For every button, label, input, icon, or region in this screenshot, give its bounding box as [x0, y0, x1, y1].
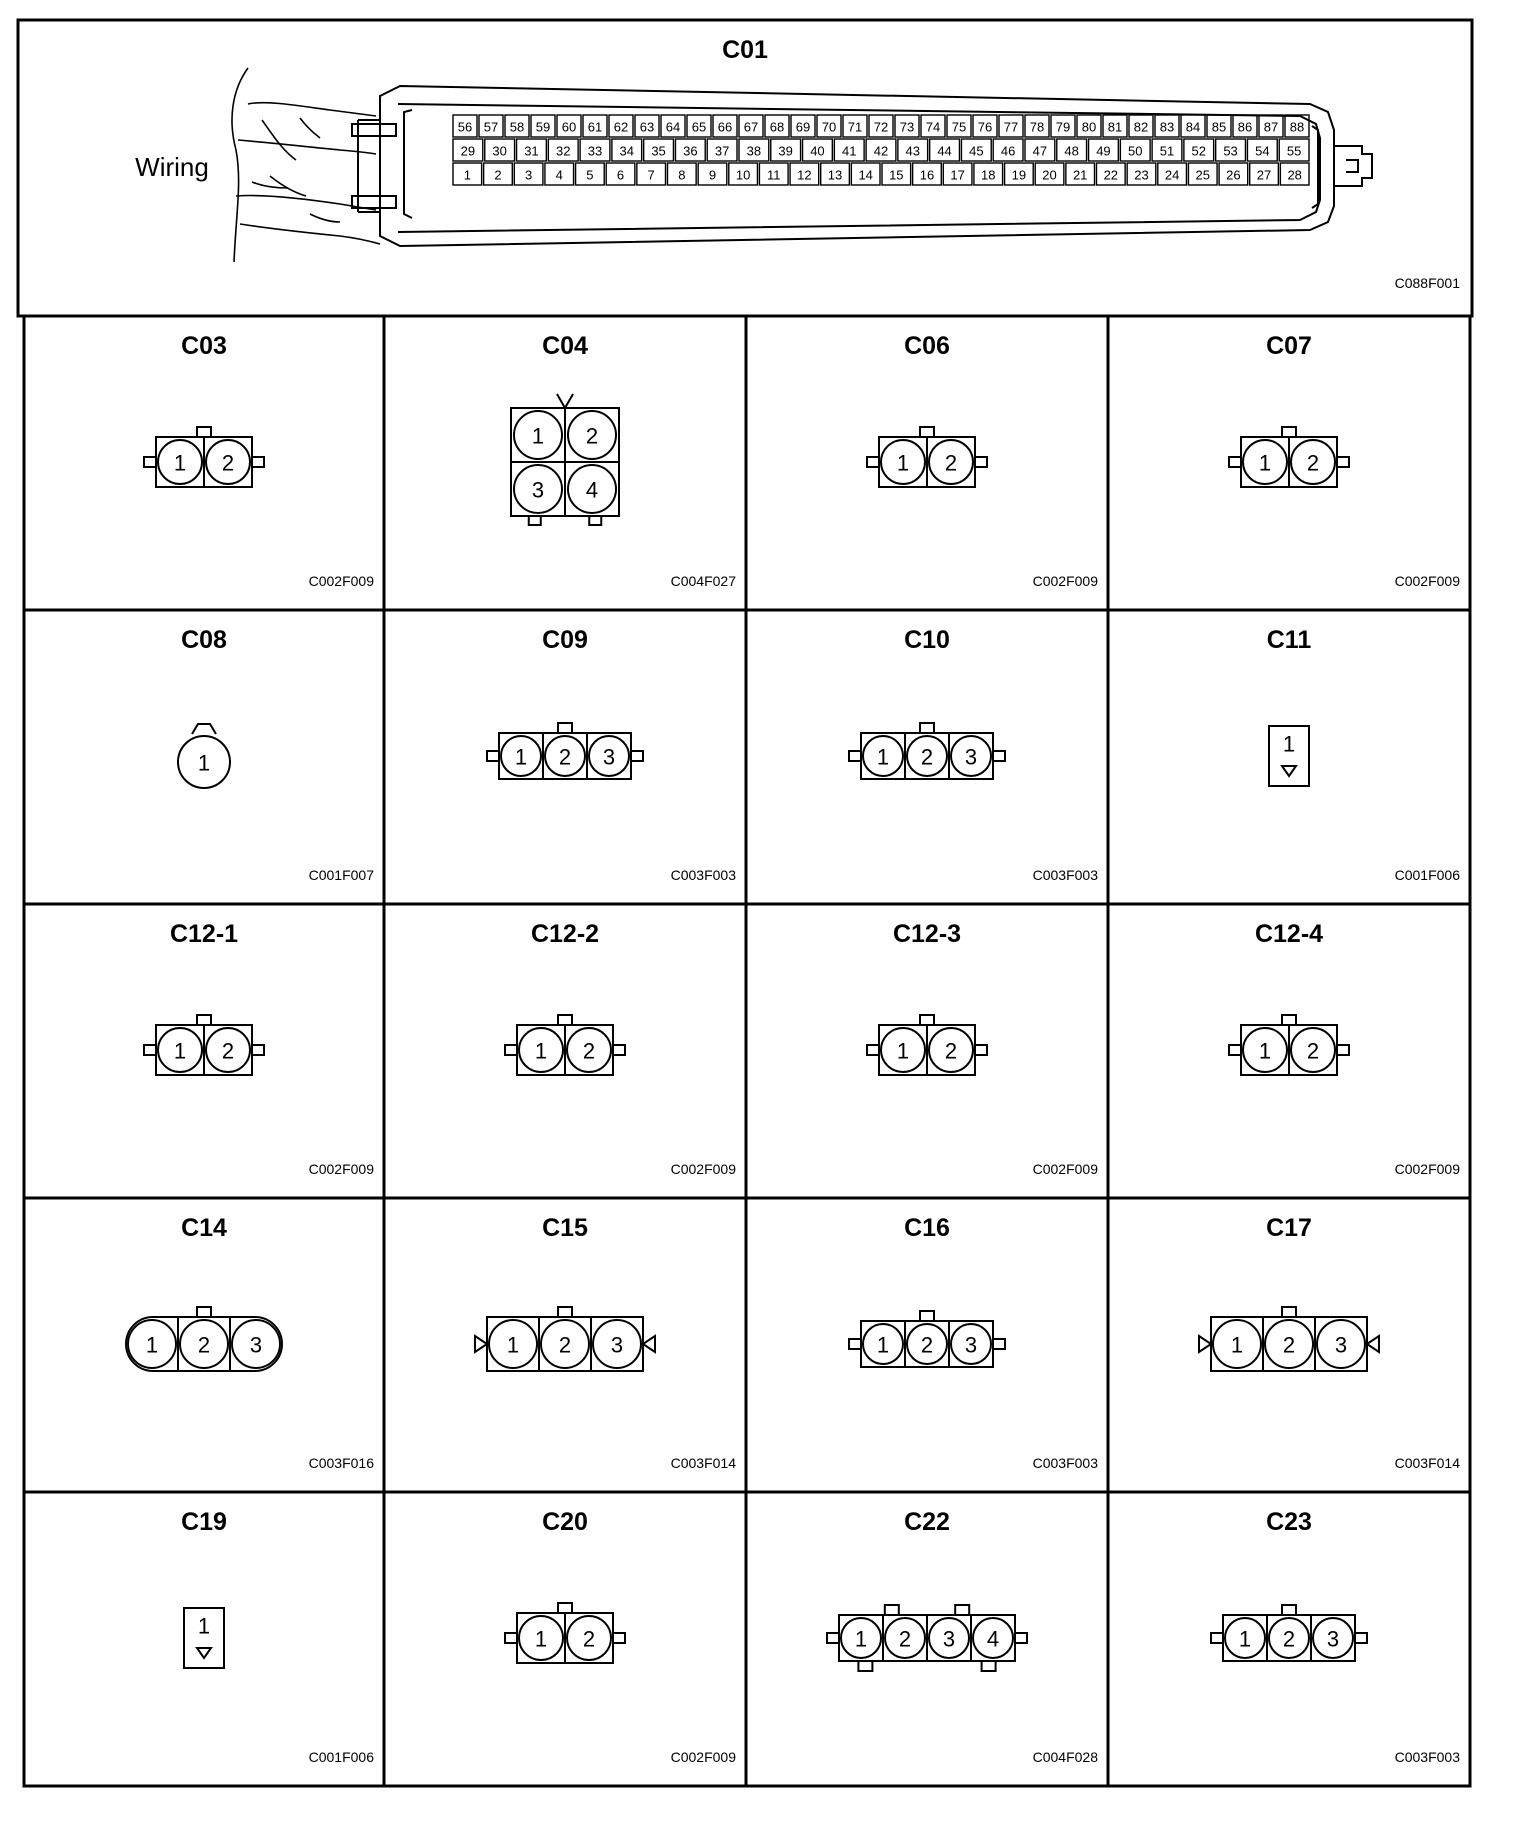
c01-pin-number: 50	[1127, 143, 1143, 159]
c01-pin-number: 45	[969, 143, 984, 159]
connector-title: C10	[904, 626, 950, 654]
pin-number: 2	[1306, 1038, 1320, 1064]
figure-code: C002F009	[1032, 573, 1098, 589]
pin-number: 2	[898, 1626, 912, 1652]
figure-code: C001F006	[1394, 867, 1460, 883]
figure-code: C001F006	[308, 1749, 374, 1765]
figure-code: C002F009	[1394, 573, 1460, 589]
figure-code: C003F014	[1394, 1455, 1460, 1471]
connector-title: C03	[181, 332, 227, 360]
locking-tab	[858, 1661, 872, 1671]
connector-c14	[126, 1214, 374, 1471]
locking-tab	[993, 751, 1005, 761]
pin-number: 2	[920, 744, 934, 770]
locking-tab	[558, 1015, 572, 1025]
pin-number: 1	[876, 1332, 890, 1358]
connector-title: C06	[904, 332, 950, 360]
pin-number: 1	[896, 1038, 910, 1064]
c01-pin-number: 54	[1255, 143, 1270, 159]
locking-tab	[1229, 457, 1241, 467]
locking-tab	[849, 1339, 861, 1349]
c01-pin-number: 80	[1081, 119, 1097, 135]
connector-cells	[126, 332, 1460, 1765]
connector-title: C08	[181, 626, 227, 654]
c01-pin-number: 64	[665, 119, 681, 135]
figure-code: C003F003	[1032, 1455, 1098, 1471]
c01-pin-number: 26	[1226, 167, 1241, 183]
c01-pin-number: 17	[950, 167, 965, 183]
connector-title: C12-4	[1254, 920, 1324, 948]
pin-number: 1	[145, 1332, 159, 1358]
pin-number: 2	[582, 1626, 596, 1652]
locking-tab	[558, 723, 572, 733]
locking-tab	[827, 1633, 839, 1643]
locking-tab	[197, 1015, 211, 1025]
figure-code: C002F009	[308, 573, 374, 589]
pin-number: 1	[173, 1038, 187, 1064]
pin-number: 2	[558, 744, 572, 770]
pin-number: 3	[1334, 1332, 1348, 1358]
c01-pin-number: 34	[619, 143, 635, 159]
locking-tab	[487, 751, 499, 761]
locking-tab	[993, 1339, 1005, 1349]
wiring-label: Wiring	[135, 152, 209, 182]
pin-number: 1	[534, 1038, 548, 1064]
locking-tab	[144, 457, 156, 467]
c01-pin-number: 10	[735, 167, 751, 183]
locking-tab	[1337, 1045, 1349, 1055]
polarity-key	[1367, 1336, 1379, 1352]
connector-c10	[849, 626, 1098, 883]
connector-c12-4	[1229, 920, 1460, 1177]
connector-c11	[1267, 626, 1460, 883]
locking-tab	[1355, 1633, 1367, 1643]
c01-pin-number: 60	[561, 119, 577, 135]
pin-number: 1	[506, 1332, 520, 1358]
figure-code: C003F016	[308, 1455, 374, 1471]
c01-pin-number: 74	[925, 119, 941, 135]
c01-pin-number: 55	[1286, 143, 1302, 159]
c01-pin-number: 46	[1000, 143, 1016, 159]
locking-tab	[197, 427, 211, 437]
pin-number: 3	[1326, 1626, 1340, 1652]
pin-number: 1	[173, 450, 187, 476]
connector-c07	[1229, 332, 1460, 589]
figure-code: C002F009	[1032, 1161, 1098, 1177]
pin-number: 1	[1258, 1038, 1272, 1064]
c01-pin-number: 53	[1223, 143, 1238, 159]
figure-code: C004F027	[670, 573, 736, 589]
c01-pin-number: 49	[1096, 143, 1111, 159]
connector-title: C22	[904, 1508, 950, 1536]
c01-pin-number: 86	[1237, 119, 1253, 135]
c01-pin-number: 57	[483, 119, 499, 135]
c01-pin-number: 61	[587, 119, 603, 135]
pin-number: 3	[610, 1332, 624, 1358]
c01-pin-number: 14	[858, 167, 873, 183]
pin-number: 2	[221, 450, 235, 476]
c01-pin-grid	[453, 115, 1309, 185]
c01-pin-number: 24	[1164, 167, 1180, 183]
locking-tab	[529, 516, 541, 525]
c01-pin-number: 58	[509, 119, 525, 135]
pin-number: 1	[1230, 1332, 1244, 1358]
c01-pin-number: 59	[535, 119, 551, 135]
c01-pin-number: 51	[1159, 143, 1175, 159]
pin-number: 1	[1282, 731, 1296, 757]
connector-c12-2	[505, 920, 736, 1177]
polarity-key	[1282, 766, 1296, 776]
pin-number: 3	[964, 1332, 978, 1358]
polarity-key	[197, 1648, 211, 1658]
c01-pin-number: 7	[647, 167, 655, 183]
c01-pin-number: 27	[1256, 167, 1272, 183]
figure-code: C002F009	[308, 1161, 374, 1177]
c01-pin-number: 63	[639, 119, 655, 135]
polarity-key	[1199, 1336, 1211, 1352]
c01-pin-number: 3	[524, 167, 533, 183]
c01-pin-number: 65	[691, 119, 707, 135]
figure-code: C001F007	[308, 867, 374, 883]
connector-title: C07	[1266, 332, 1312, 360]
pin-number: 2	[585, 423, 599, 449]
pin-number: 2	[1306, 450, 1320, 476]
pin-number: 2	[221, 1038, 235, 1064]
c01-title: C01	[722, 36, 768, 64]
locking-tab	[505, 1045, 517, 1055]
c01-pin-number: 71	[847, 119, 863, 135]
connector-title: C17	[1266, 1214, 1312, 1242]
pin-number: 1	[876, 744, 890, 770]
c01-pin-number: 20	[1042, 167, 1057, 183]
c01-pin-number: 28	[1287, 167, 1302, 183]
c01-pin-number: 52	[1191, 143, 1207, 159]
c01-pin-number: 88	[1289, 119, 1305, 135]
pin-number: 3	[602, 744, 616, 770]
connector-c03	[144, 332, 374, 589]
connector-title: C12-1	[169, 920, 239, 948]
connector-title: C16	[904, 1214, 950, 1242]
locking-tab	[505, 1633, 517, 1643]
pin-number: 1	[531, 423, 545, 449]
pin-number: 1	[1238, 1626, 1252, 1652]
locking-tab	[885, 1605, 899, 1615]
locking-tab	[1229, 1045, 1241, 1055]
pin-number: 3	[964, 744, 978, 770]
c01-pin-number: 68	[769, 119, 785, 135]
figure-code: C003F014	[670, 1455, 736, 1471]
polarity-key	[557, 394, 573, 408]
locking-tab	[920, 1311, 934, 1321]
locking-tab	[920, 427, 934, 437]
locking-tab	[955, 1605, 969, 1615]
locking-tab	[1337, 457, 1349, 467]
locking-tab	[975, 1045, 987, 1055]
locking-tab	[920, 1015, 934, 1025]
c01-pin-number: 79	[1055, 119, 1071, 135]
c01-pin-number: 23	[1134, 167, 1149, 183]
c01-pin-number: 77	[1003, 119, 1019, 135]
c01-pin-number: 39	[778, 143, 793, 159]
c01-pin-number: 44	[937, 143, 952, 159]
c01-pin-number: 35	[651, 143, 666, 159]
locking-tab	[252, 1045, 264, 1055]
locking-tab	[982, 1661, 996, 1671]
c01-pin-number: 83	[1159, 119, 1175, 135]
pin-number: 3	[942, 1626, 956, 1652]
pin-number: 1	[854, 1626, 868, 1652]
pin-number: 1	[534, 1626, 548, 1652]
connector-c23	[1211, 1508, 1460, 1765]
pin-number: 1	[197, 750, 211, 776]
c01-pin-number: 82	[1133, 119, 1149, 135]
c01-pin-number: 6	[616, 167, 625, 183]
connector-c19	[181, 1508, 374, 1765]
pin-number: 3	[249, 1332, 263, 1358]
connector-title: C23	[1266, 1508, 1312, 1536]
c01-pin-number: 16	[919, 167, 935, 183]
c01-panel	[18, 20, 1472, 316]
c01-pin-number: 67	[743, 119, 759, 135]
c01-pin-number: 12	[797, 167, 812, 183]
c01-pin-number: 87	[1263, 119, 1279, 135]
connector-title: C20	[542, 1508, 588, 1536]
pin-number: 2	[920, 1332, 934, 1358]
locking-tab	[867, 1045, 879, 1055]
pin-number: 3	[531, 477, 545, 503]
locking-tab	[1282, 427, 1296, 437]
c01-pin-number: 70	[821, 119, 837, 135]
c01-pin-number: 29	[460, 143, 476, 159]
c01-pin-number: 48	[1064, 143, 1079, 159]
connector-c06	[867, 332, 1098, 589]
polarity-key	[643, 1336, 655, 1352]
connector-title: C11	[1266, 626, 1312, 654]
connector-title: C15	[542, 1214, 588, 1242]
c01-pin-number: 21	[1072, 167, 1088, 183]
pin-number: 1	[514, 744, 528, 770]
pin-number: 2	[944, 450, 958, 476]
c01-pin-number: 62	[613, 119, 629, 135]
connector-title: C12-3	[892, 920, 962, 948]
pin-number: 2	[1282, 1626, 1296, 1652]
pin-number: 2	[558, 1332, 572, 1358]
connector-c22	[827, 1508, 1098, 1765]
locking-tab	[613, 1045, 625, 1055]
c01-code: C088F001	[1394, 275, 1460, 291]
locking-tab	[849, 751, 861, 761]
locking-tab	[558, 1307, 572, 1317]
figure-code: C003F003	[1394, 1749, 1460, 1765]
pin-number: 2	[944, 1038, 958, 1064]
c01-pin-number: 15	[889, 167, 904, 183]
locking-tab	[1211, 1633, 1223, 1643]
c01-pin-number: 4	[555, 167, 563, 183]
c01-pin-number: 75	[951, 119, 967, 135]
connector-title: C14	[181, 1214, 227, 1242]
c01-pin-number: 13	[827, 167, 843, 183]
c01-pin-number: 31	[524, 143, 539, 159]
c01-pin-number: 8	[678, 167, 686, 183]
c01-pin-number: 72	[873, 119, 889, 135]
c01-pin-number: 30	[492, 143, 507, 159]
pin-number: 1	[896, 450, 910, 476]
c01-pin-number: 33	[587, 143, 603, 159]
c01-pin-number: 66	[717, 119, 733, 135]
connector-c12-1	[144, 920, 374, 1177]
pin-number: 4	[585, 477, 599, 503]
c01-pin-number: 40	[810, 143, 825, 159]
c01-pin-number: 85	[1211, 119, 1227, 135]
c01-pin-number: 43	[905, 143, 921, 159]
pin-number: 4	[986, 1626, 1000, 1652]
figure-code: C004F028	[1032, 1749, 1098, 1765]
locking-tab	[252, 457, 264, 467]
locking-tab	[867, 457, 879, 467]
connector-c17	[1199, 1214, 1460, 1471]
connector-c08	[178, 626, 374, 883]
c01-pin-number: 38	[746, 143, 762, 159]
connector-c12-3	[867, 920, 1098, 1177]
c01-pin-number: 84	[1185, 119, 1201, 135]
locking-tab	[920, 723, 934, 733]
locking-tab	[558, 1603, 572, 1613]
locking-tab	[613, 1633, 625, 1643]
c01-pin-number: 81	[1107, 119, 1123, 135]
c01-pin-number: 73	[899, 119, 915, 135]
c01-pin-number: 78	[1029, 119, 1045, 135]
pin-number: 2	[197, 1332, 211, 1358]
figure-code: C003F003	[670, 867, 736, 883]
pin-number: 2	[1282, 1332, 1296, 1358]
c01-pin-number: 25	[1195, 167, 1210, 183]
c01-pin-number: 9	[708, 167, 717, 183]
figure-code: C002F009	[670, 1749, 736, 1765]
c01-pin-number: 76	[977, 119, 993, 135]
c01-pin-number: 2	[494, 167, 502, 183]
pin-number: 2	[582, 1038, 596, 1064]
locking-tab	[1282, 1605, 1296, 1615]
c01-pin-number: 41	[841, 143, 857, 159]
figure-code: C002F009	[670, 1161, 736, 1177]
connector-c20	[505, 1508, 736, 1765]
c01-pin-number: 32	[555, 143, 571, 159]
connector-c09	[487, 626, 736, 883]
c01-pin-number: 11	[767, 167, 781, 183]
figure-code: C003F003	[1032, 867, 1098, 883]
connector-title: C04	[542, 332, 588, 360]
locking-tab	[1015, 1633, 1027, 1643]
c01-pin-number: 36	[683, 143, 698, 159]
c01-pin-number: 37	[714, 143, 730, 159]
c01-pin-number: 22	[1103, 167, 1119, 183]
pin-number: 1	[1258, 450, 1272, 476]
polarity-key	[475, 1336, 487, 1352]
c01-pin-number: 1	[463, 167, 471, 183]
c01-pin-number: 19	[1011, 167, 1027, 183]
locking-tab	[197, 1307, 211, 1317]
connector-c04	[511, 332, 736, 589]
locking-tab	[1282, 1015, 1296, 1025]
figure-code: C002F009	[1394, 1161, 1460, 1177]
connector-title: C19	[181, 1508, 227, 1536]
connector-grid	[24, 316, 1470, 1786]
locking-tab	[975, 457, 987, 467]
c01-pin-number: 18	[981, 167, 996, 183]
connector-title: C12-2	[530, 920, 600, 948]
locking-tab	[144, 1045, 156, 1055]
locking-tab	[631, 751, 643, 761]
connector-c15	[475, 1214, 736, 1471]
c01-pin-number: 47	[1032, 143, 1048, 159]
connector-title: C09	[542, 626, 588, 654]
c01-pin-number: 69	[795, 119, 811, 135]
pin-number: 1	[197, 1613, 211, 1639]
polarity-key	[192, 724, 216, 734]
connector-c16	[849, 1214, 1098, 1471]
locking-tab	[1282, 1307, 1296, 1317]
c01-pin-number: 5	[586, 167, 594, 183]
c01-pin-number: 42	[873, 143, 889, 159]
locking-tab	[589, 516, 601, 525]
c01-pin-number: 56	[457, 119, 473, 135]
